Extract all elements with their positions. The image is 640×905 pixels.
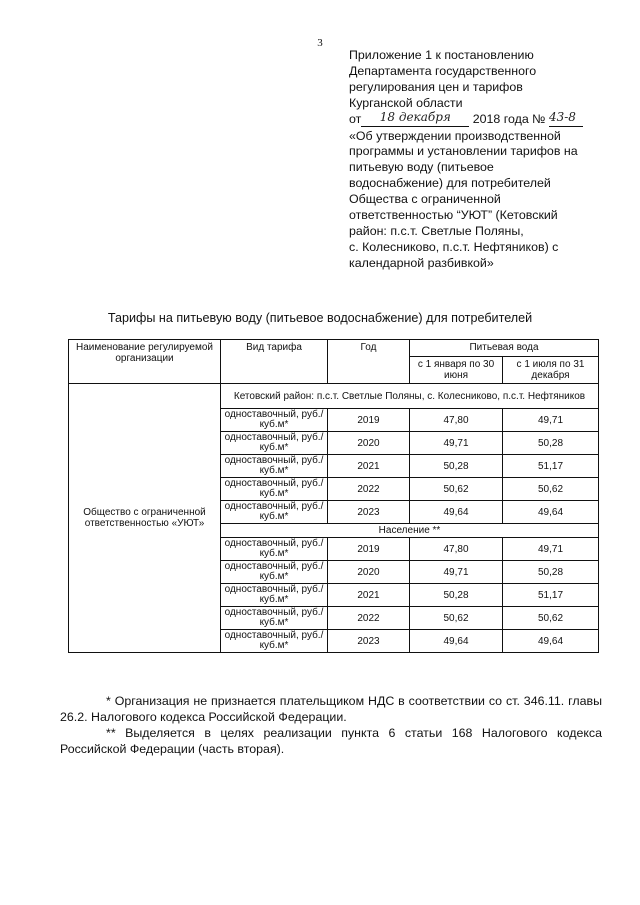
header-year: Год [328,340,410,384]
appendix-title-line: Общества с ограниченной [349,192,501,207]
section-title: Кетовский район: п.с.т. Светлые Поляны, с. Колесниково, п.с.т. Нефтяников [221,384,599,409]
appendix-line: регулирования цен и тарифов [349,79,523,94]
tariff-cell: одноставочный, руб./куб.м* [221,455,328,478]
appendix-title-line: «Об утверждении производственной [349,128,561,143]
appendix-title-line: питьевую воду (питьевое [349,160,494,175]
value-h2-cell: 50,28 [503,561,599,584]
footnote-text: * Организация не признается плательщиком НДС в соответствии со ст. 346.11. главы 26.2. Налогового кодекса Российской Федерации. [60,694,602,724]
appendix-title-line: с. Колесниково, п.с.т. Нефтяников) с [349,239,559,254]
value-h1-cell: 50,62 [410,607,503,630]
handwritten-number: 43-8 [549,110,583,127]
year-cell: 2023 [328,630,410,653]
year-cell: 2023 [328,501,410,524]
header-tariff-type: Вид тарифа [221,340,328,384]
appendix-title-line: район: п.с.т. Светлые Поляны, [349,223,524,238]
value-h2-cell: 49,64 [503,630,599,653]
value-h2-cell: 49,71 [503,538,599,561]
date-year: 2018 года № [472,111,546,126]
value-h2-cell: 49,64 [503,501,599,524]
tariff-cell: одноставочный, руб./куб.м* [221,409,328,432]
year-cell: 2021 [328,584,410,607]
value-h1-cell: 49,71 [410,561,503,584]
tariff-cell: одноставочный, руб./куб.м* [221,432,328,455]
value-h1-cell: 47,80 [410,538,503,561]
year-cell: 2022 [328,478,410,501]
year-cell: 2020 [328,432,410,455]
value-h2-cell: 51,17 [503,455,599,478]
org-name-cell: Общество с ограниченной ответственностью «УЮТ» [69,384,221,653]
value-h1-cell: 47,80 [410,409,503,432]
tariff-cell: одноставочный, руб./куб.м* [221,501,328,524]
year-cell: 2022 [328,607,410,630]
footnote-text: ** Выделяется в целях реализации пункта 6 статьи 168 Налогового кодекса Российской Федерации (часть вторая). [60,726,602,756]
header-period-2: с 1 июля по 31 декабря [503,357,599,384]
value-h1-cell: 50,62 [410,478,503,501]
value-h1-cell: 50,28 [410,455,503,478]
appendix-line: Курганской области [349,95,463,110]
year-cell: 2019 [328,409,410,432]
value-h2-cell: 49,71 [503,409,599,432]
appendix-title-line: водоснабжение) для потребителей [349,176,551,191]
value-h1-cell: 50,28 [410,584,503,607]
value-h2-cell: 50,28 [503,432,599,455]
tariff-cell: одноставочный, руб./куб.м* [221,607,328,630]
header-period-1: с 1 января по 30 июня [410,357,503,384]
value-h2-cell: 51,17 [503,584,599,607]
value-h1-cell: 49,71 [410,432,503,455]
header-org: Наименование регулируемой организации [69,340,221,384]
table-title: Тарифы на питьевую воду (питьевое водоснабжение) для потребителей [107,311,533,325]
year-cell: 2021 [328,455,410,478]
appendix-line: Департамента государственного [349,63,537,78]
value-h1-cell: 49,64 [410,501,503,524]
year-cell: 2020 [328,561,410,584]
header-water: Питьевая вода [410,340,599,357]
value-h1-cell: 49,64 [410,630,503,653]
value-h2-cell: 50,62 [503,478,599,501]
tariff-cell: одноставочный, руб./куб.м* [221,561,328,584]
tariff-cell: одноставочный, руб./куб.м* [221,630,328,653]
page-number: 3 [317,37,323,49]
appendix-line: Приложение 1 к постановлению [349,48,534,62]
handwritten-date: 18 декабря [361,110,469,127]
appendix-title-line: календарной разбивкой» [349,255,494,270]
footnote-population [60,726,602,758]
tariff-cell: одноставочный, руб./куб.м* [221,478,328,501]
tariff-cell: одноставочный, руб./куб.м* [221,584,328,607]
tariffs-table [68,339,599,653]
value-h2-cell: 50,62 [503,607,599,630]
appendix-date-line [349,109,611,129]
footnote-vat [60,694,602,726]
appendix-block [349,48,611,272]
appendix-title-line: ответственностью “УЮТ” (Кетовский [349,208,558,223]
tariff-cell: одноставочный, руб./куб.м* [221,538,328,561]
date-prefix: от [349,111,362,126]
section-title: Население ** [221,524,599,538]
appendix-title-line: программы и установлении тарифов на [349,144,578,159]
year-cell: 2019 [328,538,410,561]
